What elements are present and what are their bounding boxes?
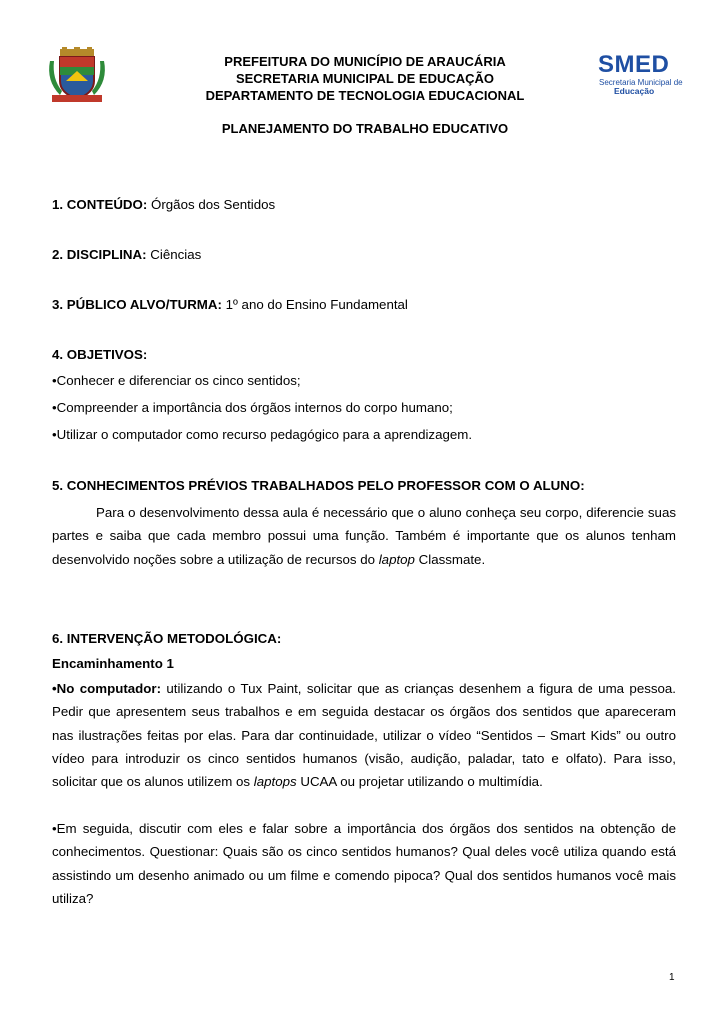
methodology-lead: •No computador:: [52, 681, 162, 696]
section-prior-knowledge-label: 5. CONHECIMENTOS PRÉVIOS TRABALHADOS PELO PROFESSOR COM O ALUNO:: [52, 478, 585, 493]
smed-logo-subtitle-2: Educação: [614, 86, 655, 96]
header-municipality: PREFEITURA DO MUNICÍPIO DE ARAUCÁRIA: [224, 54, 506, 69]
section-discipline-label: 2. DISCIPLINA:: [52, 247, 147, 262]
smed-logo-subtitle: Secretaria Municipal de: [599, 78, 683, 87]
section-objectives-label: 4. OBJETIVOS:: [52, 347, 148, 362]
section-content-label: 1. CONTEÚDO:: [52, 197, 148, 212]
section-prior-knowledge-text: [52, 501, 676, 571]
objective-item: •Conhecer e diferenciar os cinco sentidos;: [52, 373, 301, 388]
prior-knowledge-text-italic: laptop: [378, 551, 415, 567]
section-content: [52, 196, 275, 214]
smed-logo: [598, 51, 683, 99]
smed-logo-word: SMED: [598, 51, 670, 78]
header-department: DEPARTAMENTO DE TECNOLOGIA EDUCACIONAL: [205, 88, 525, 103]
section-methodology-label: 6. INTERVENÇÃO METODOLÓGICA:: [52, 631, 282, 646]
methodology-text-b: UCAA ou projetar utilizando o multimídia.: [296, 774, 543, 790]
methodology-paragraph-2: •Em seguida, discutir com eles e falar sobre a importância dos órgãos dos sentidos na obtenção de conhecimentos. Questionar: Quais são os cinco sentidos humanos? Qual deles você utiliza quando está assistindo um desenho animado ou um filme e comendo pipoca? Qual dos sentidos humanos você mais utiliza?: [52, 821, 676, 906]
methodology-paragraph-1: [52, 677, 676, 793]
section-content-value: Órgãos dos Sentidos: [151, 197, 276, 212]
section-methodology-subtitle: Encaminhamento 1: [52, 656, 174, 671]
municipal-crest-icon: [46, 47, 108, 105]
prior-knowledge-text-b: Classmate.: [414, 551, 486, 567]
section-audience-label: 3. PÚBLICO ALVO/TURMA:: [52, 297, 222, 312]
section-discipline-value: Ciências: [150, 247, 202, 262]
header-secretariat: SECRETARIA MUNICIPAL DE EDUCAÇÃO: [235, 71, 495, 86]
section-audience-value: 1º ano do Ensino Fundamental: [225, 297, 408, 312]
methodology-text-italic: laptops: [253, 774, 297, 790]
header-block: [140, 53, 590, 104]
page-number: 1: [669, 972, 675, 983]
methodology-text-a: utilizando o Tux Paint, solicitar que as crianças desenhem a figura de uma pessoa. Pedir que apresentem seus trabalhos e em seguida destacar os órgãos dos sentidos que apareceram nas ilustrações feitas por elas. Para dar continuidade, utilizar o vídeo “Sentidos – Smart Kids” ou outro vídeo para introduzir os cinco sentidos humanos (visão, audição, paladar, tato e olfato). Para isso, solicitar que os alunos utilizem os: [52, 681, 676, 790]
page-title: PLANEJAMENTO DO TRABALHO EDUCATIVO: [221, 121, 509, 136]
section-discipline: [52, 246, 201, 264]
section-audience: [52, 296, 408, 314]
objective-item: •Utilizar o computador como recurso pedagógico para a aprendizagem.: [52, 427, 473, 442]
objective-item: •Compreender a importância dos órgãos internos do corpo humano;: [52, 400, 453, 415]
prior-knowledge-text-a: Para o desenvolvimento dessa aula é necessário que o aluno conheça seu corpo, diferencie suas partes e saiba que cada membro possui uma função. Também é importante que os alunos tenham desenvolvido noções sobre a utilização de recursos do: [52, 505, 676, 567]
